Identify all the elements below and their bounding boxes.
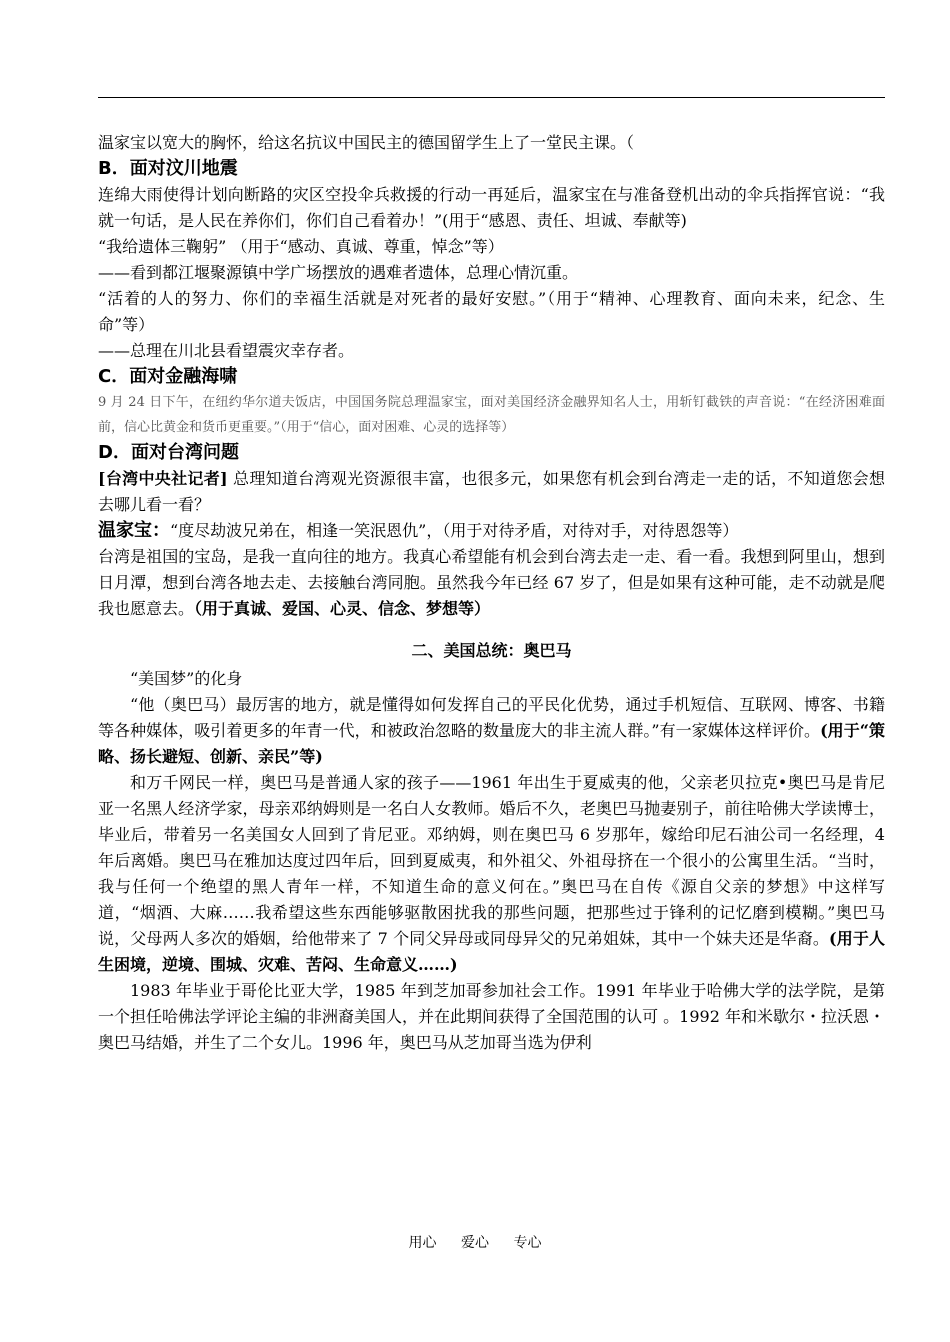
answer-label: 温家宝： <box>98 520 170 541</box>
section-d-answer-para <box>98 544 885 622</box>
intro-line: 温家宝以宽大的胸怀，给这名抗议中国民主的德国留学生上了一堂民主课。（ <box>98 133 635 152</box>
footer-word-2: 爱心 <box>461 1235 489 1251</box>
section-2-title: 二、美国总统：奥巴马 <box>411 641 572 660</box>
section-b-para-3: ——看到都江堰聚源镇中学广场摆放的遇难者遗体，总理心情沉重。 <box>98 263 579 282</box>
section-c-heading: C．面对金融海啸 <box>98 366 238 387</box>
section-d-heading: D．面对台湾问题 <box>98 442 239 463</box>
answer-para-text: 台湾是祖国的宝岛，是我一直向往的地方。我真心希望能有机会到台湾去走一走、看一看。我想到阿里山，想到日月潭，想到台湾各地去走、去接触台湾同胞。虽然我今年已经 67 岁了，但是如果有这种可能，走不动就是爬我也愿意去。 <box>98 547 885 618</box>
section-2-para-3-text: 和万千网民一样，奥巴马是普通人家的孩子——1961 年出生于夏威夷的他，父亲老贝拉克•奥巴马是肯尼亚一名黑人经济学家，母亲邓纳姆则是一名白人女教师。婚后不久，老奥巴马抛妻别子，前往哈佛大学读博士，毕业后，带着另一名美国女人回到了肯尼亚。邓纳姆，则在奥巴马 6 岁那年，嫁给印尼石油公司一名经理，4 年后离婚。奥巴马在雅加达度过四年后，回到夏威夷，和外祖父、外祖母挤在一个很小的公寓里生活。“当时，我与任何一个绝望的黑人青年一样，不知道生命的意义何在。”奥巴马在自传《源自父亲的梦想》中这样写道，“烟酒、大麻……我希望这些东西能够驱散困扰我的那些问题，把那些过于锋利的记忆磨到模糊。”奥巴马说，父母两人多次的婚姻，给他带来了 7 个同父异母或同母异父的兄弟姐妹，其中一个妹夫还是华裔。 <box>98 773 885 948</box>
section-2-para-1: “美国梦”的化身 <box>130 669 243 688</box>
section-2-para-2-text: “他（奥巴马）最厉害的地方，就是懂得如何发挥自己的平民化优势，通过手机短信、互联网、博客、书籍等各种媒体，吸引着更多的年青一代，和被政治忽略的数量庞大的非主流人群。”有一家媒体这样评价。 <box>98 695 885 740</box>
document-body <box>98 130 885 1056</box>
section-b-para-4: “活着的人的努力、你们的幸福生活就是对死者的最好安慰。”（用于“精神、心理教育、面向未来，纪念、生命”等） <box>98 289 885 334</box>
section-b-para-2: “我给遗体三鞠躬” （用于“感动、真诚、尊重，悼念”等） <box>98 237 504 256</box>
question-text: 总理知道台湾观光资源很丰富，也很多元，如果您有机会到台湾走一走的话，不知道您会想去哪儿看一看？ <box>98 469 885 514</box>
answer-text: “度尽劫波兄弟在，相逢一笑泯恩仇”，（用于对待矛盾，对待对手，对待恩怨等） <box>170 521 739 540</box>
section-b-para-5: ——总理在川北县看望震灾幸存者。 <box>98 341 355 360</box>
section-2-para-2-note: (用于“策略、扬长避短、创新、亲民”等) <box>98 721 885 766</box>
footer-word-3: 专心 <box>513 1235 542 1251</box>
page-footer <box>0 1233 950 1253</box>
question-label: [台湾中央社记者] <box>98 469 228 488</box>
section-2-para-3-note: (用于人生困境，逆境、围城、灾难、苦闷、生命意义……) <box>98 929 885 974</box>
section-d-question <box>98 466 885 518</box>
header-rule <box>98 97 885 98</box>
answer-para-note: （用于真诚、爱国、心灵、信念、梦想等） <box>194 599 491 618</box>
section-b-heading: B．面对汶川地震 <box>98 158 238 179</box>
section-d-answer <box>98 518 885 544</box>
section-c-para-1: 9 月 24 日下午，在纽约华尔道夫饭店，中国国务院总理温家宝，面对美国经济金融界知名人士，用斩钉截铁的声音说：“在经济困难面前，信心比黄金和货币更重要。”（用于“信心，面对困难、心灵的选择等） <box>98 395 885 435</box>
section-2-para-4: 1983 年毕业于哥伦比亚大学，1985 年到芝加哥参加社会工作。1991 年毕业于哈佛大学的法学院，是第一个担任哈佛法学评论主编的非洲裔美国人，并在此期间获得了全国范围的认可 。1992 年和米歇尔・拉沃恩・奥巴马结婚，并生了二个女儿。1996 年，奥巴马从芝加哥当选为伊利 <box>98 981 885 1052</box>
footer-word-1: 用心 <box>408 1235 437 1251</box>
section-b-para-1: 连绵大雨使得计划向断路的灾区空投伞兵救援的行动一再延后，温家宝在与准备登机出动的伞兵指挥官说：“我就一句话，是人民在养你们，你们自己看着办！”(用于“感恩、责任、坦诚、奉献等) <box>98 185 885 230</box>
section-2-para-2 <box>98 692 885 770</box>
section-2-para-3 <box>98 770 885 978</box>
